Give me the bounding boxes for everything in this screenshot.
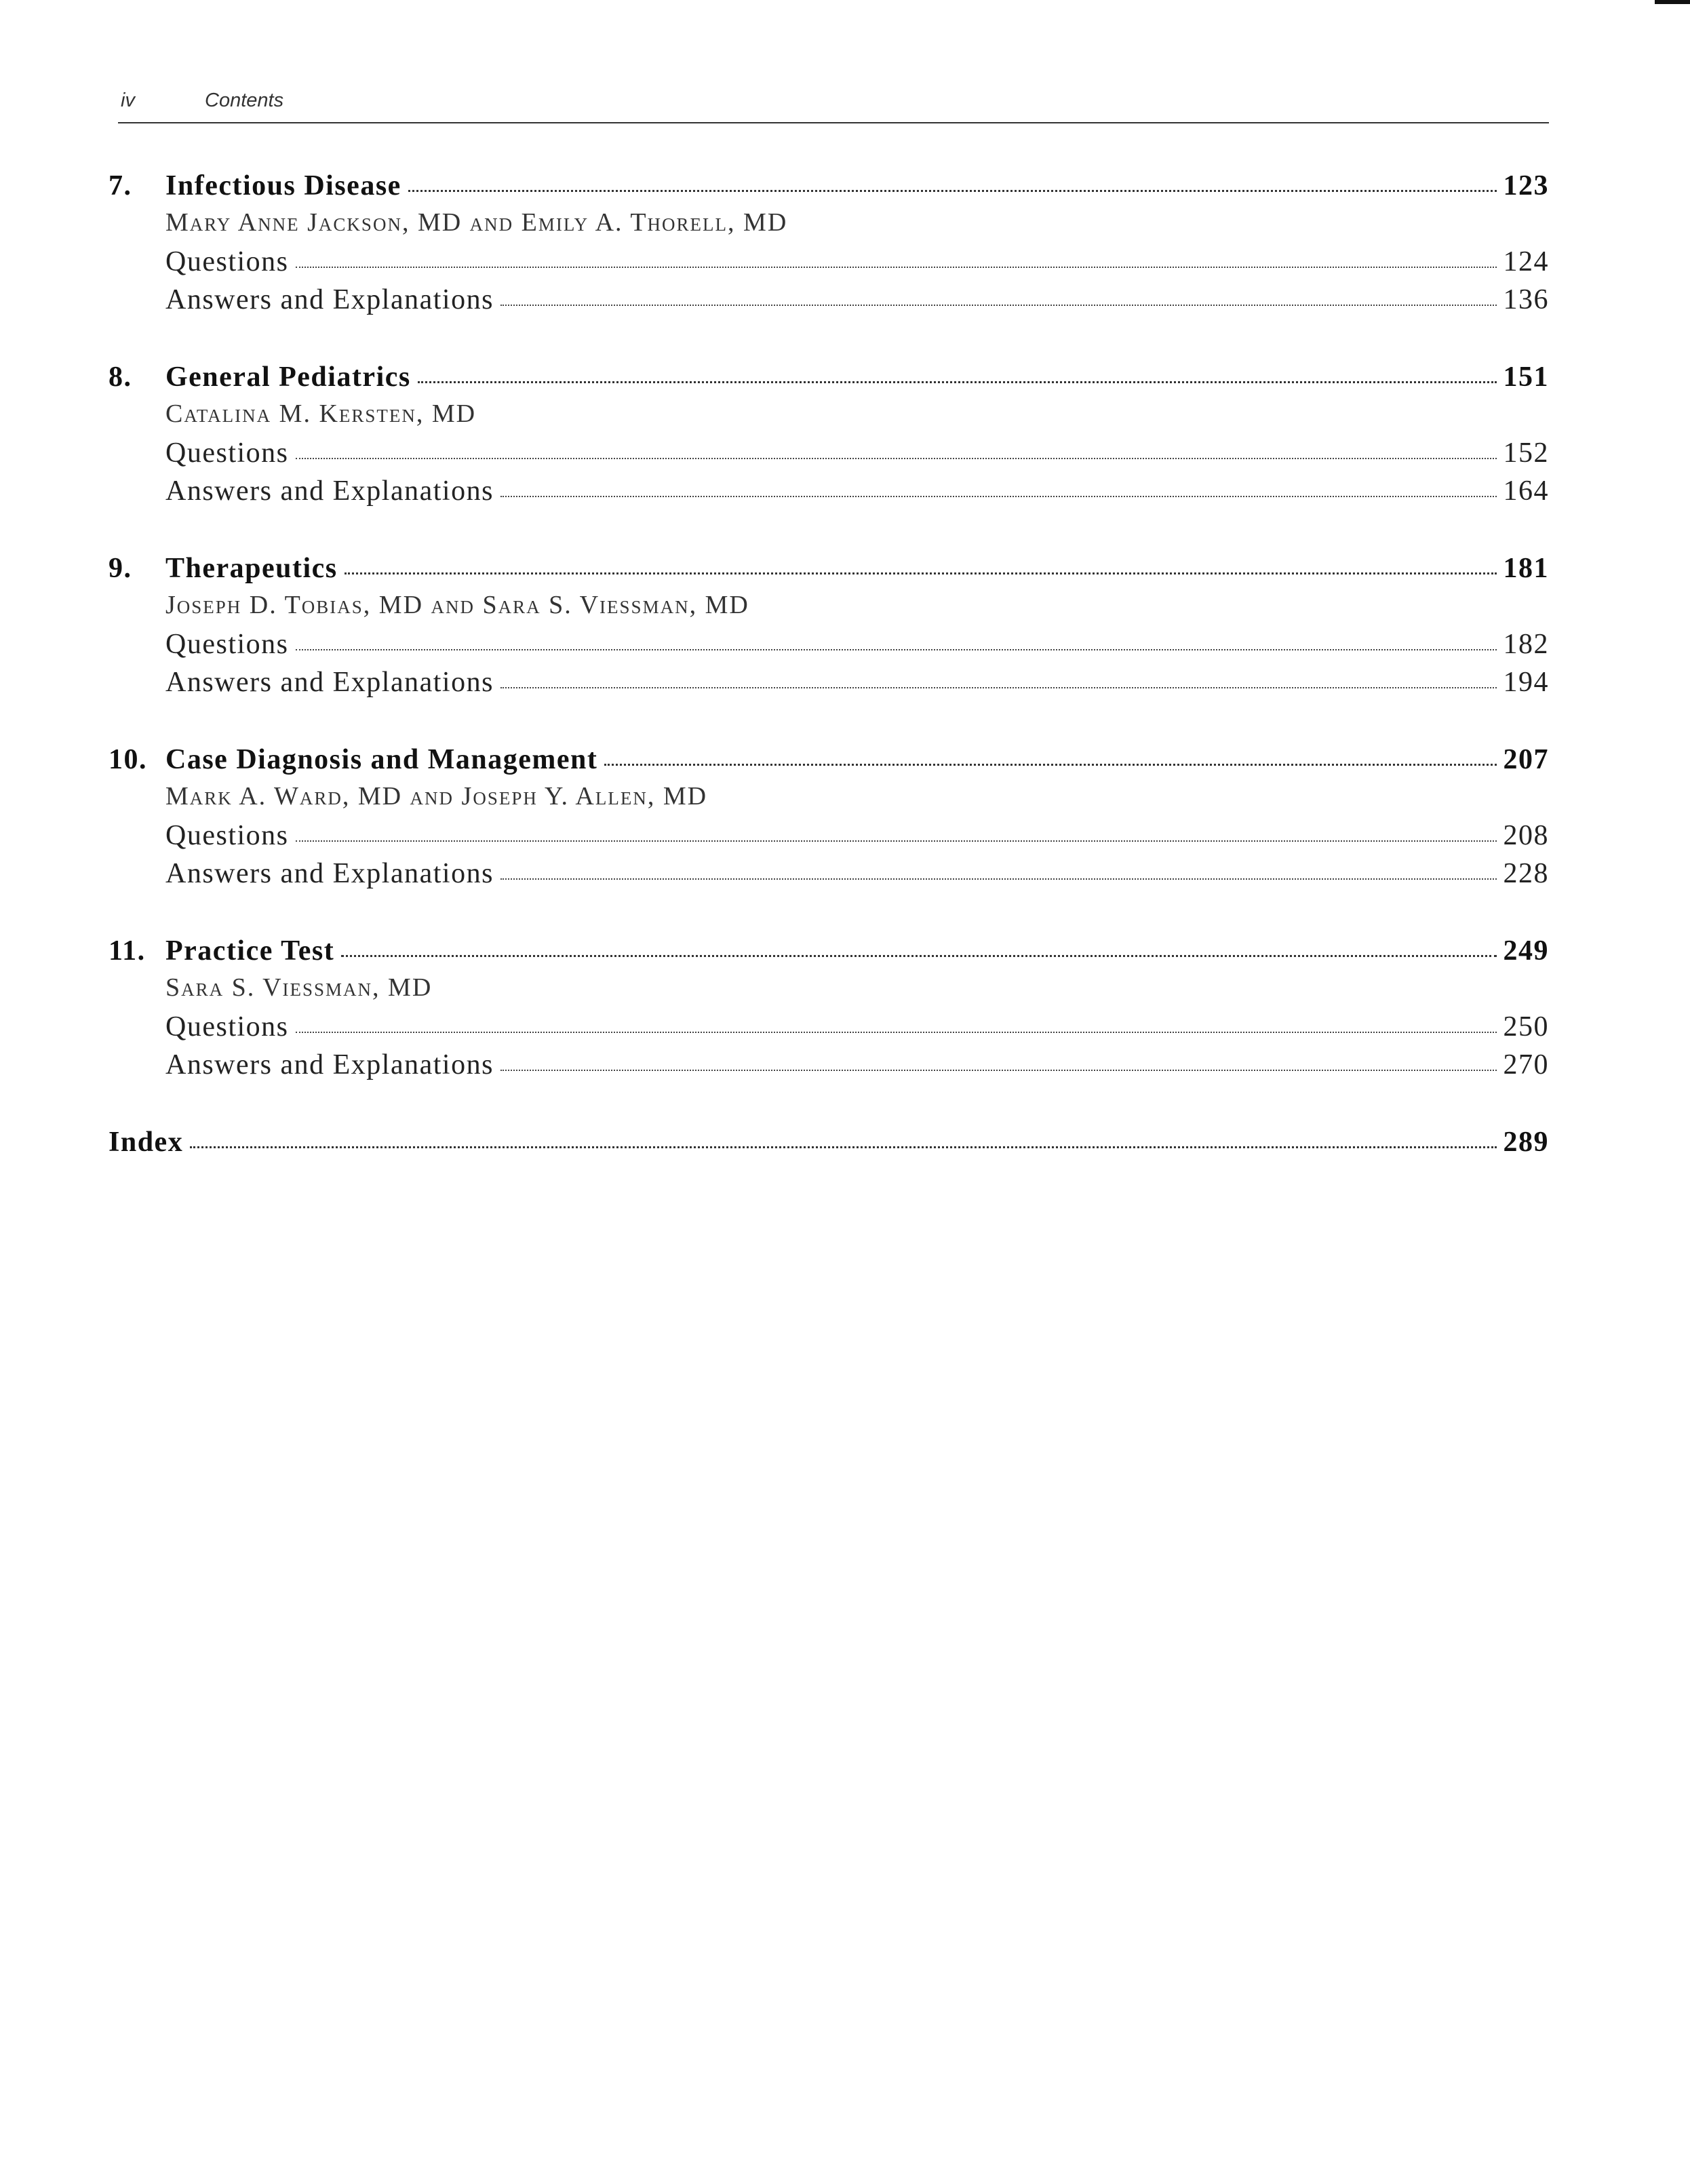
chapter-page-number: 123 <box>1503 170 1549 201</box>
chapter-page-number: 207 <box>1503 744 1549 775</box>
entry-label: Answers and Explanations <box>165 858 494 889</box>
chapter-heading-row[interactable] <box>109 361 1549 399</box>
chapter-heading-row[interactable] <box>109 935 1549 973</box>
toc-entry-questions[interactable] <box>109 437 1549 475</box>
toc-index-row[interactable] <box>109 1126 1549 1164</box>
chapter-page-number: 181 <box>1503 553 1549 584</box>
page-folio: iv <box>121 90 135 111</box>
entry-page-number: 124 <box>1503 246 1549 277</box>
toc-entry-questions[interactable] <box>109 246 1549 284</box>
entry-label: Answers and Explanations <box>165 284 494 315</box>
entry-label: Questions <box>165 629 289 660</box>
dot-leader <box>296 458 1497 459</box>
chapter-title: Infectious Disease <box>165 170 401 201</box>
chapter-title: Therapeutics <box>165 553 338 584</box>
entry-page-number: 208 <box>1503 820 1549 851</box>
toc-chapter-10 <box>109 743 1549 895</box>
dot-leader <box>418 381 1497 383</box>
toc-entry-answers[interactable] <box>109 1049 1549 1087</box>
table-of-contents <box>109 170 1549 1164</box>
chapter-authors: Mary Anne Jackson, MD and Emily A. Thorell, MD <box>165 208 788 237</box>
dot-leader <box>500 687 1497 688</box>
chapter-authors: Catalina M. Kersten, MD <box>165 399 477 428</box>
chapter-authors: Mark A. Ward, MD and Joseph Y. Allen, MD <box>165 782 708 811</box>
chapter-number: 7. <box>109 170 132 201</box>
toc-chapter-9 <box>109 552 1549 704</box>
chapter-page-number: 249 <box>1503 935 1549 967</box>
chapter-title: Case Diagnosis and Management <box>165 744 598 775</box>
entry-page-number: 194 <box>1503 667 1549 698</box>
index-title: Index <box>109 1127 184 1158</box>
chapter-number: 9. <box>109 553 132 584</box>
dot-leader <box>345 572 1497 574</box>
header-rule <box>118 122 1549 123</box>
chapter-heading-row[interactable] <box>109 552 1549 590</box>
running-head-label: Contents <box>205 90 284 111</box>
toc-chapter-7 <box>109 170 1549 321</box>
scan-corner-mark <box>1655 0 1690 4</box>
dot-leader <box>296 649 1497 650</box>
chapter-authors: Sara S. Viessman, MD <box>165 973 433 1002</box>
dot-leader <box>500 1070 1497 1071</box>
entry-label: Questions <box>165 1011 289 1042</box>
chapter-number: 8. <box>109 362 132 393</box>
entry-label: Questions <box>165 820 289 851</box>
entry-label: Questions <box>165 246 289 277</box>
dot-leader <box>500 496 1497 497</box>
dot-leader <box>500 878 1497 880</box>
entry-page-number: 182 <box>1503 629 1549 660</box>
entry-label: Answers and Explanations <box>165 475 494 507</box>
chapter-heading-row[interactable] <box>109 743 1549 781</box>
toc-chapter-11 <box>109 935 1549 1087</box>
toc-entry-questions[interactable] <box>109 1011 1549 1049</box>
dot-leader <box>408 190 1497 192</box>
chapter-authors: Joseph D. Tobias, MD and Sara S. Viessman, MD <box>165 591 749 619</box>
entry-label: Answers and Explanations <box>165 667 494 698</box>
entry-page-number: 228 <box>1503 858 1549 889</box>
entry-page-number: 136 <box>1503 284 1549 315</box>
entry-page-number: 250 <box>1503 1011 1549 1042</box>
index-page-number: 289 <box>1503 1127 1549 1158</box>
dot-leader <box>341 955 1496 957</box>
toc-entry-answers[interactable] <box>109 857 1549 895</box>
entry-page-number: 270 <box>1503 1049 1549 1080</box>
entry-page-number: 152 <box>1503 437 1549 469</box>
entry-label: Answers and Explanations <box>165 1049 494 1080</box>
chapter-number: 10. <box>109 744 147 775</box>
toc-entry-questions[interactable] <box>109 819 1549 857</box>
toc-entry-answers[interactable] <box>109 284 1549 321</box>
dot-leader <box>296 1032 1497 1033</box>
dot-leader <box>604 764 1496 766</box>
chapter-title: Practice Test <box>165 935 335 967</box>
dot-leader <box>190 1146 1496 1148</box>
chapter-heading-row[interactable] <box>109 170 1549 208</box>
running-head <box>118 90 1549 125</box>
toc-entry-answers[interactable] <box>109 475 1549 513</box>
entry-page-number: 164 <box>1503 475 1549 507</box>
chapter-number: 11. <box>109 935 146 967</box>
dot-leader <box>296 267 1497 268</box>
toc-chapter-8 <box>109 361 1549 513</box>
entry-label: Questions <box>165 437 289 469</box>
toc-entry-questions[interactable] <box>109 628 1549 666</box>
toc-entry-answers[interactable] <box>109 666 1549 704</box>
chapter-page-number: 151 <box>1503 362 1549 393</box>
chapter-title: General Pediatrics <box>165 362 411 393</box>
dot-leader <box>500 305 1497 306</box>
dot-leader <box>296 840 1497 842</box>
